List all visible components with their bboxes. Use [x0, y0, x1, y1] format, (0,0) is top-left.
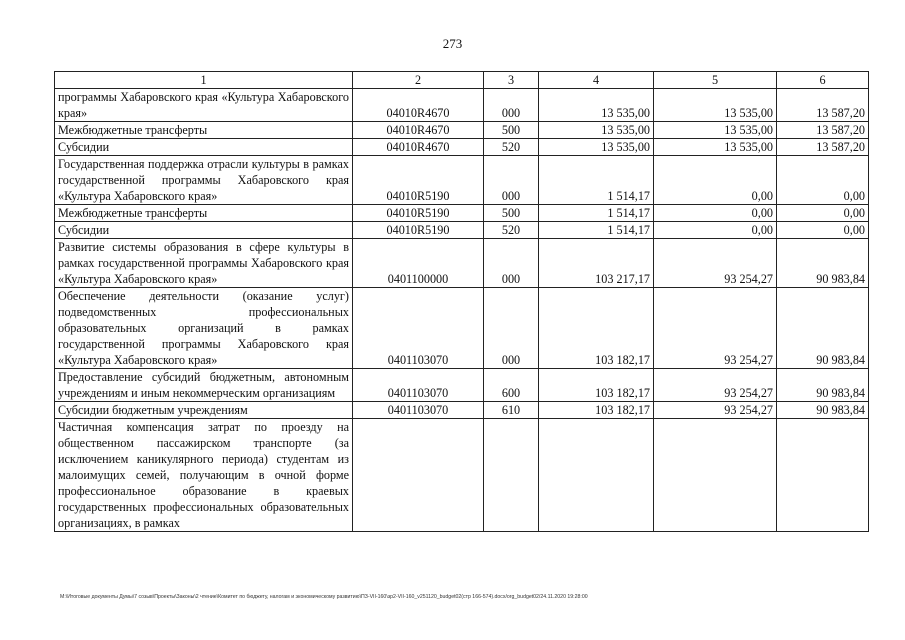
table-row [55, 139, 869, 156]
row-value-1 [539, 419, 654, 532]
column-header: 1 [55, 72, 353, 89]
row-value-3: 0,00 [777, 156, 869, 205]
row-value-3: 90 983,84 [777, 239, 869, 288]
row-expense-type [484, 419, 539, 532]
row-name: Обеспечение деятельности (оказание услуг) подведомственных профессиональных образовательных организаций в рамках государственной программы Хабаровского края «Культура Хабаровского края» [55, 288, 353, 369]
table-row [55, 402, 869, 419]
row-value-3: 90 983,84 [777, 369, 869, 402]
row-value-1: 103 182,17 [539, 288, 654, 369]
row-code: 04010R4670 [353, 89, 484, 122]
row-name: Субсидии бюджетным учреждениям [55, 402, 353, 419]
row-value-3: 0,00 [777, 205, 869, 222]
row-value-1: 103 182,17 [539, 402, 654, 419]
row-value-3 [777, 419, 869, 532]
row-name: Межбюджетные трансферты [55, 205, 353, 222]
row-code: 0401103070 [353, 402, 484, 419]
table-row [55, 156, 869, 205]
row-value-2: 0,00 [654, 222, 777, 239]
table-row [55, 205, 869, 222]
row-code: 04010R4670 [353, 122, 484, 139]
row-code: 0401100000 [353, 239, 484, 288]
row-value-3: 13 587,20 [777, 89, 869, 122]
row-expense-type: 520 [484, 139, 539, 156]
row-value-2: 93 254,27 [654, 288, 777, 369]
page-number: 273 [442, 36, 463, 51]
row-value-3: 90 983,84 [777, 288, 869, 369]
row-value-3: 90 983,84 [777, 402, 869, 419]
column-header: 2 [353, 72, 484, 89]
row-value-1: 1 514,17 [539, 222, 654, 239]
row-name: программы Хабаровского края «Культура Хабаровского края» [55, 89, 353, 122]
row-name: Частичная компенсация затрат по проезду на общественном пассажирском транспорте (за исключением каникулярного периода) студентам из малоимущих семей, получающим в очной форме профессиональное образование в краевых государственных профессиональных образовательных организациях, в рамках [55, 419, 353, 532]
table-row [55, 89, 869, 122]
row-value-2: 13 535,00 [654, 89, 777, 122]
row-expense-type: 000 [484, 156, 539, 205]
table-row [55, 222, 869, 239]
row-value-2: 0,00 [654, 205, 777, 222]
row-value-3: 13 587,20 [777, 122, 869, 139]
row-expense-type: 000 [484, 288, 539, 369]
row-name: Развитие системы образования в сфере культуры в рамках государственной программы Хабаровского края «Культура Хабаровского края» [55, 239, 353, 288]
column-header: 4 [539, 72, 654, 89]
row-expense-type: 600 [484, 369, 539, 402]
row-value-1: 13 535,00 [539, 139, 654, 156]
row-value-1: 13 535,00 [539, 122, 654, 139]
row-value-2: 0,00 [654, 156, 777, 205]
column-header: 6 [777, 72, 869, 89]
table-row [55, 239, 869, 288]
row-value-1: 103 182,17 [539, 369, 654, 402]
row-value-2: 93 254,27 [654, 239, 777, 288]
row-name: Государственная поддержка отрасли культуры в рамках государственной программы Хабаровского края «Культура Хабаровского края» [55, 156, 353, 205]
row-code: 04010R5190 [353, 156, 484, 205]
document-path-footer: M:\Итоговые документы Думы\7 созыв\Проекты\Законы\2 чтение\Комитет по бюджету, налогам и экономическому развитию\ПЗ-VII-160\зр2-VII-160_v251120_budget02(стр 166-574).docx/org_budget02/24.11.2020 19:28:00 [60, 594, 588, 600]
row-value-2: 93 254,27 [654, 369, 777, 402]
row-value-1: 1 514,17 [539, 156, 654, 205]
budget-table [54, 71, 869, 532]
row-code [353, 419, 484, 532]
row-code: 0401103070 [353, 288, 484, 369]
row-expense-type: 520 [484, 222, 539, 239]
row-value-3: 0,00 [777, 222, 869, 239]
row-value-3: 13 587,20 [777, 139, 869, 156]
row-expense-type: 000 [484, 239, 539, 288]
row-name: Межбюджетные трансферты [55, 122, 353, 139]
row-value-2: 93 254,27 [654, 402, 777, 419]
row-value-1: 103 217,17 [539, 239, 654, 288]
row-name: Субсидии [55, 139, 353, 156]
row-code: 0401103070 [353, 369, 484, 402]
row-value-2: 13 535,00 [654, 122, 777, 139]
column-header: 3 [484, 72, 539, 89]
table-row [55, 369, 869, 402]
row-name: Субсидии [55, 222, 353, 239]
row-code: 04010R5190 [353, 222, 484, 239]
row-expense-type: 500 [484, 205, 539, 222]
row-code: 04010R5190 [353, 205, 484, 222]
row-value-1: 13 535,00 [539, 89, 654, 122]
row-value-1: 1 514,17 [539, 205, 654, 222]
table-header-row [55, 72, 869, 89]
column-header: 5 [654, 72, 777, 89]
row-value-2: 13 535,00 [654, 139, 777, 156]
table-row [55, 288, 869, 369]
table-row [55, 419, 869, 532]
row-code: 04010R4670 [353, 139, 484, 156]
row-expense-type: 610 [484, 402, 539, 419]
table-row [55, 122, 869, 139]
row-value-2 [654, 419, 777, 532]
row-expense-type: 000 [484, 89, 539, 122]
row-name: Предоставление субсидий бюджетным, автономным учреждениям и иным некоммерческим организациям [55, 369, 353, 402]
row-expense-type: 500 [484, 122, 539, 139]
